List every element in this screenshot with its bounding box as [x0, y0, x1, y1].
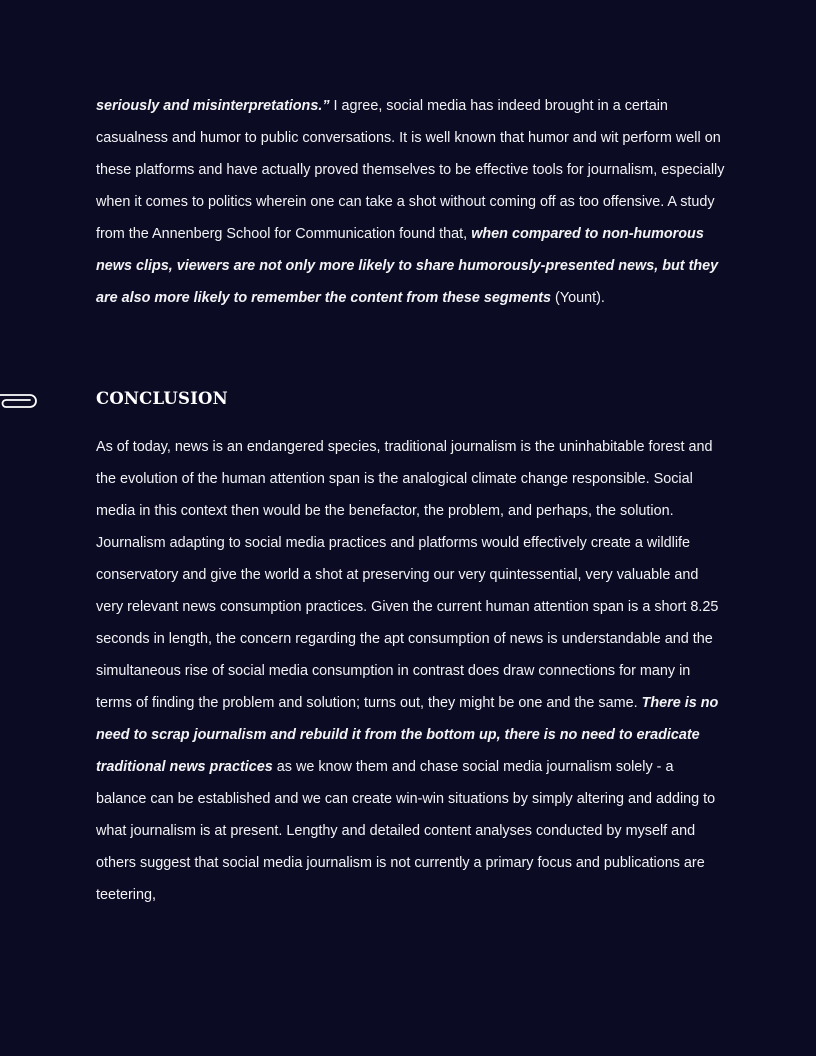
intro-paragraph [96, 90, 726, 314]
paragraph-text: As of today, news is an endangered species, traditional journalism is the uninhabitable forest and the evolution of the human attention span is the analogical climate change responsible. Social media in this context then would be the benefactor, the problem, and perhaps, the solution. Journalism adapting to social media practices and platforms would effectively create a wildlife conservatory and give the world a shot at preserving our very quintessential, very valuable and very relevant news consumption practices. Given the current human attention span is a short 8.25 seconds in length, the concern regarding the apt consumption of news is understandable and the simultaneous rise of social media consumption in contrast does draw connections for many in terms of finding the problem and solution; turns out, they might be one and the same. [96, 439, 719, 711]
conclusion-section-header [0, 386, 816, 416]
paragraph-text-continued: as we know them and chase social media journalism solely - a balance can be established and we can create win-win situations by simply altering and adding to what journalism is at present. Lengthy and detailed content analyses conducted by myself and others suggest that social media journalism is not currently a primary focus and publications are teetering, [96, 759, 716, 903]
conclusion-heading: CONCLUSION [96, 389, 228, 408]
study-finding: when compared to non-humorous news clips, viewers are not only more likely to share humorously-presented news, but they are also more likely to remember the content from these segments [96, 226, 719, 306]
paperclip-icon [0, 391, 40, 411]
key-statement: There is no need to scrap journalism and rebuild it from the bottom up, there is no need to eradicate traditional news practices [96, 695, 719, 775]
citation: (Yount). [551, 290, 605, 306]
quote-ending: seriously and misinterpretations.” [96, 98, 330, 114]
conclusion-paragraph [96, 431, 726, 911]
paragraph-text: I agree, social media has indeed brought in a certain casualness and humor to public conversations. It is well known that humor and wit perform well on these platforms and have actually proved themselves to be effective tools for journalism, especially when it comes to politics wherein one can take a shot without coming off as too offensive. A study from the Annenberg School for Communication found that, [96, 98, 725, 242]
